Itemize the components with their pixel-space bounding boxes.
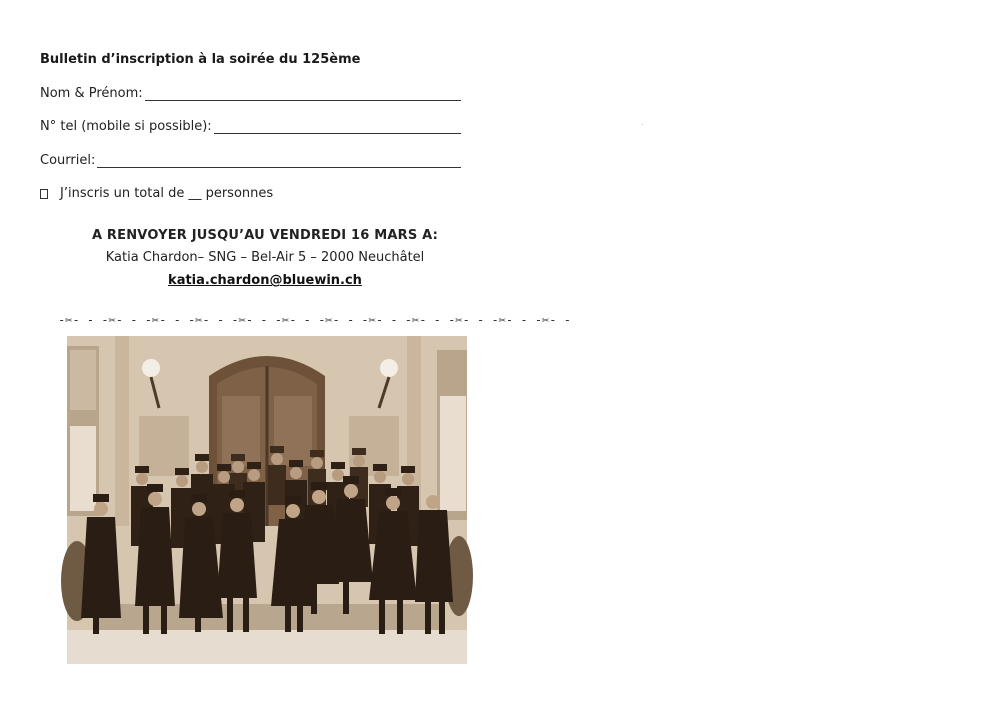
return-deadline: A RENVOYER JUSQU’AU VENDREDI 16 MARS A: <box>91 228 439 243</box>
name-field-label: Nom & Prénom: <box>40 86 143 101</box>
group-photo <box>67 336 467 664</box>
name-field-line[interactable] <box>145 86 461 101</box>
phone-field-label: N° tel (mobile si possible): <box>40 119 212 134</box>
phone-field-line[interactable] <box>214 119 461 134</box>
attendee-count-label: J’inscris un total de __ personnes <box>60 186 274 201</box>
return-address: Katia Chardon– SNG – Bel-Air 5 – 2000 Neuchâtel <box>105 250 425 265</box>
phone-field[interactable] <box>40 119 461 134</box>
sepia-group-photo-icon <box>67 336 467 664</box>
return-email-link[interactable]: katia.chardon@bluewin.ch <box>168 273 362 288</box>
email-field-line[interactable] <box>97 153 461 168</box>
attendee-count-row[interactable] <box>40 186 273 201</box>
email-field-label: Courriel: <box>40 153 96 168</box>
form-title: Bulletin d’inscription à la soirée du 125ème <box>40 52 361 67</box>
stray-dot <box>642 124 643 125</box>
attendee-checkbox[interactable] <box>40 189 48 199</box>
name-field[interactable] <box>40 86 461 101</box>
email-field[interactable] <box>40 153 461 168</box>
cut-here-line: -✂- - -✂- - -✂- - -✂- - -✂- - -✂- - -✂- - -✂- - -✂- - -✂- - -✂- - -✂- - <box>58 313 571 327</box>
